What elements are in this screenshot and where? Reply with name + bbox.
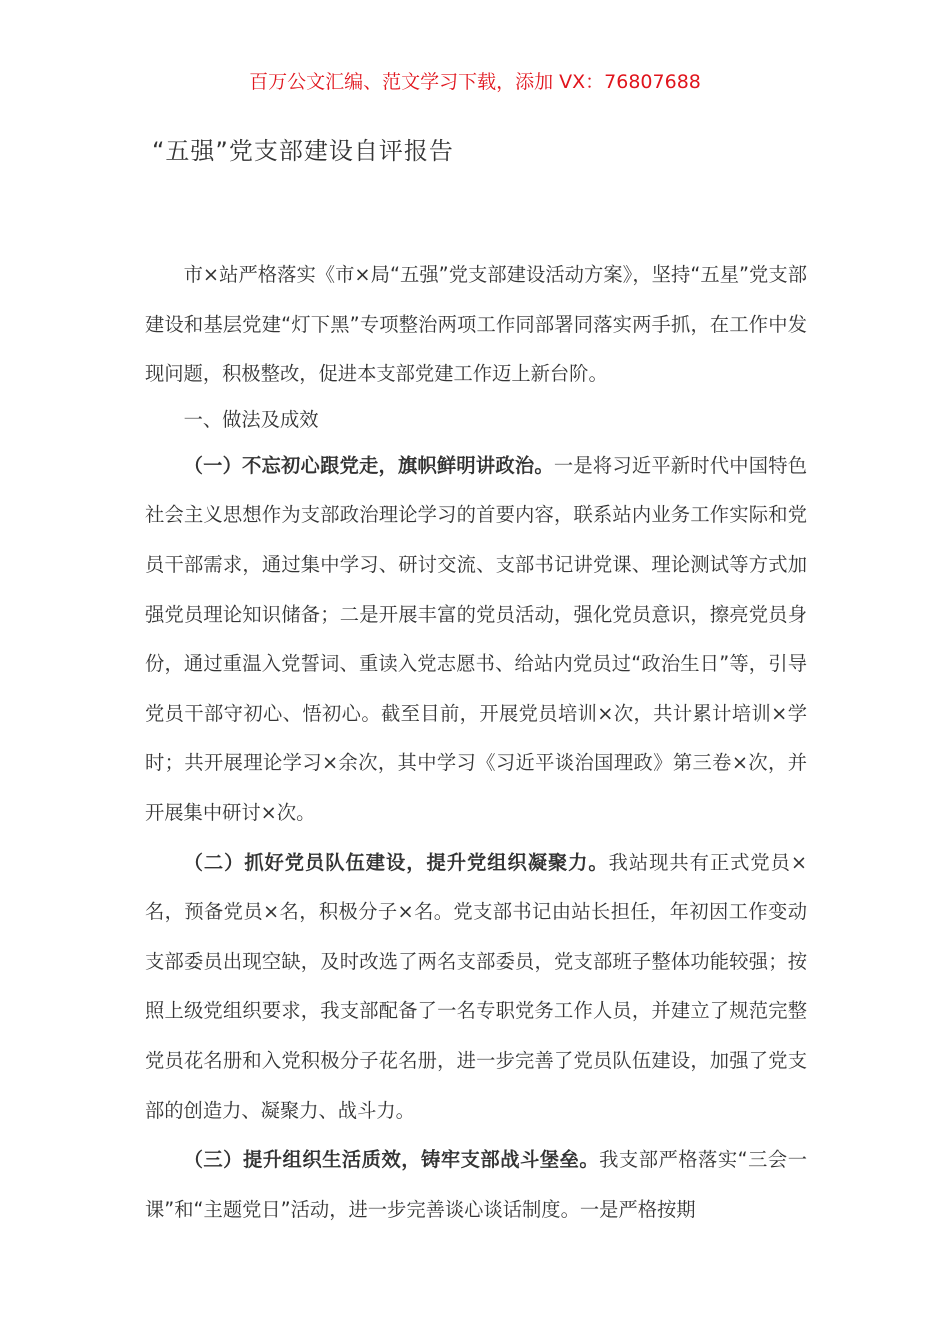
paragraph-text: 一是将习近平新时代中国特色社会主义思想作为支部政治理论学习的首要内容，联系站内业务工作实际和党员干部需求，通过集中学习、研讨交流、支部书记讲党课、理论测试等方式加强党员理论知识储备；二是开展丰富的党员活动，强化党员意识，擦亮党员身份，通过重温入党誓词、重读入党志愿书、给站内党员过“政治生日”等，引导党员干部守初心、悟初心。截至目前，开展党员培训×次，共计累计培训×学时；共开展理论学习×余次，其中学习《习近平谈治国理政》第三卷×次，并开展集中研讨×次。	[145, 453, 808, 824]
subsection-lead: （二）抓好党员队伍建设，提升党组织凝聚力。	[183, 850, 609, 874]
paragraph-text: 我支部严格落实“三会一课”和“主题党日”活动，进一步完善谈心谈话制度。一是严格按期	[145, 1148, 807, 1221]
watermark-banner: 百万公文汇编、范文学习下载，添加 VX：76807688	[249, 71, 701, 93]
intro-paragraph	[145, 250, 807, 399]
document-body	[145, 250, 807, 1234]
paragraph-text: 市×站严格落实《市×局“五强”党支部建设活动方案》，坚持“五星”党支部建设和基层党建“灯下黑”专项整治两项工作同部署同落实两手抓，在工作中发现问题，积极整改，促进本支部党建工作迈上新台阶。	[145, 263, 807, 386]
paragraph-political-study	[145, 441, 807, 838]
paragraph-text: 我站现共有正式党员×名，预备党员×名，积极分子×名。党支部书记由站长担任，年初因工作变动支部委员出现空缺，及时改选了两名支部委员，党支部班子整体功能较强；按照上级党组织要求，我支部配备了一名专职党务工作人员，并建立了规范完整党员花名册和入党积极分子花名册，进一步完善了党员队伍建设，加强了党支部的创造力、凝聚力、战斗力。	[145, 850, 808, 1122]
subsection-lead: （三）提升组织生活质效，铸牢支部战斗堡垒。	[183, 1148, 600, 1172]
section-heading-practices	[145, 401, 807, 439]
subsection-lead: （一）不忘初心跟党走，旗帜鲜明讲政治。	[183, 453, 554, 477]
paragraph-organization-life	[145, 1135, 807, 1234]
document-title: “五强”党支部建设自评报告	[152, 137, 454, 165]
section-heading-text: 一、做法及成效	[183, 407, 319, 431]
paragraph-team-building	[145, 838, 807, 1136]
